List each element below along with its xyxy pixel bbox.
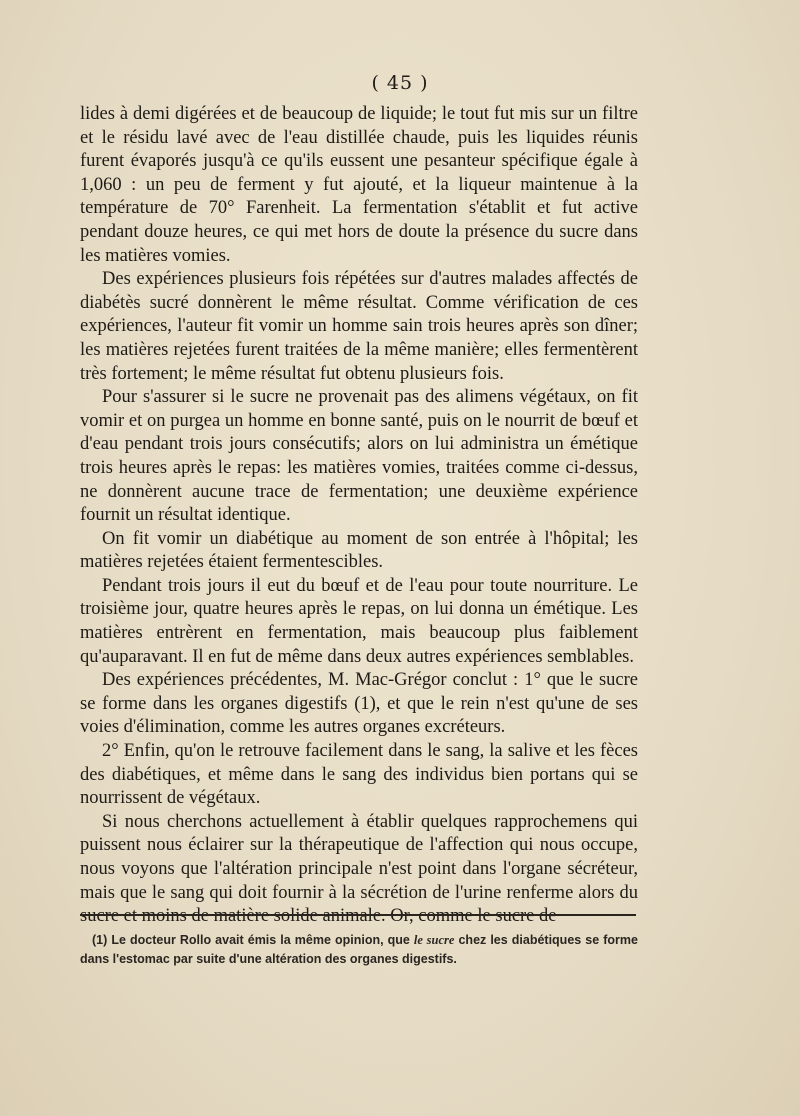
body-text <box>80 103 638 929</box>
paragraph-2: Des expériences plusieurs fois répétées sur d'autres malades affectés de diabétès sucré donnèrent le même résultat. Comme vérification de ces expériences, l'auteur fit vomir un homme sain trois heures après son dîner; les matières rejetées furent traitées de la même manière; elles fermentèrent très fortement; le même résultat fut obtenu plusieurs fois. <box>80 269 638 384</box>
footnote-text-end: chez les diabétiques se forme dans l'estomac par suite d'une altération des organes digestifs. <box>80 933 638 966</box>
paragraph-6: Des expériences précédentes, M. Mac-Grégor conclut : 1° que le sucre se forme dans les organes digestifs (1), et que le rein n'est qu'une de ses voies d'élimination, comme les autres organes excréteurs. <box>80 670 638 738</box>
page-number: ( 45 ) <box>371 72 429 94</box>
paragraph-4: On fit vomir un diabétique au moment de son entrée à l'hôpital; les matières rejetées étaient fermentescibles. <box>80 528 638 573</box>
paragraph-1: lides à demi digérées et de beaucoup de liquide; le tout fut mis sur un filtre et le résidu lavé avec de l'eau distillée chaude, puis les liquides réunis furent évaporés jusqu'à ce qu'ils eussent une pesanteur spécifique égale à 1,060 : un peu de ferment y fut ajouté, et la liqueur maintenue à la température de 70° Farenheit. La fermentation s'établit et fut active pendant douze heures, ce qui met hors de doute la présence du sucre dans les matières vomies. <box>80 104 638 266</box>
footnote <box>80 931 638 969</box>
paragraph-7: 2° Enfin, qu'on le retrouve facilement dans le sang, la salive et les fèces des diabétiques, et même dans le sang des individus bien portans qui se nourrissent de végétaux. <box>80 741 638 809</box>
footnote-text-start: (1) Le docteur Rollo avait émis la même opinion, que <box>92 933 414 947</box>
footnote-italic: le sucre <box>413 933 455 947</box>
paragraph-5: Pendant trois jours il eut du bœuf et de l'eau pour toute nourriture. Le troisième jour, quatre heures après le repas, on lui donna un émétique. Les matières entrèrent en fermentation, mais beaucoup plus faiblement qu'auparavant. Il en fut de même dans deux autres expériences semblables. <box>80 575 638 667</box>
paragraph-3: Pour s'assurer si le sucre ne provenait pas des alimens végétaux, on fit vomir et on purgea un homme en bonne santé, puis on le nourrit de bœuf et d'eau pendant trois jours consécutifs; alors on lui administra un émétique trois heures après le repas: les matières vomies, traitées comme ci-dessus, ne donnèrent aucune trace de fermentation; une deuxième expérience fournit un résultat identique. <box>80 387 638 526</box>
footnote-divider <box>80 914 636 916</box>
paragraph-8: Si nous cherchons actuellement à établir quelques rapprochemens qui puissent nous éclairer sur la thérapeutique de l'affection qui nous occupe, nous voyons que l'altération principale n'est point dans l'organe sécréteur, mais que le sang qui doit fournir à la sécrétion de l'urine renferme alors du sucre et moins de matière solide animale. Or, comme le sucre de <box>80 811 638 927</box>
